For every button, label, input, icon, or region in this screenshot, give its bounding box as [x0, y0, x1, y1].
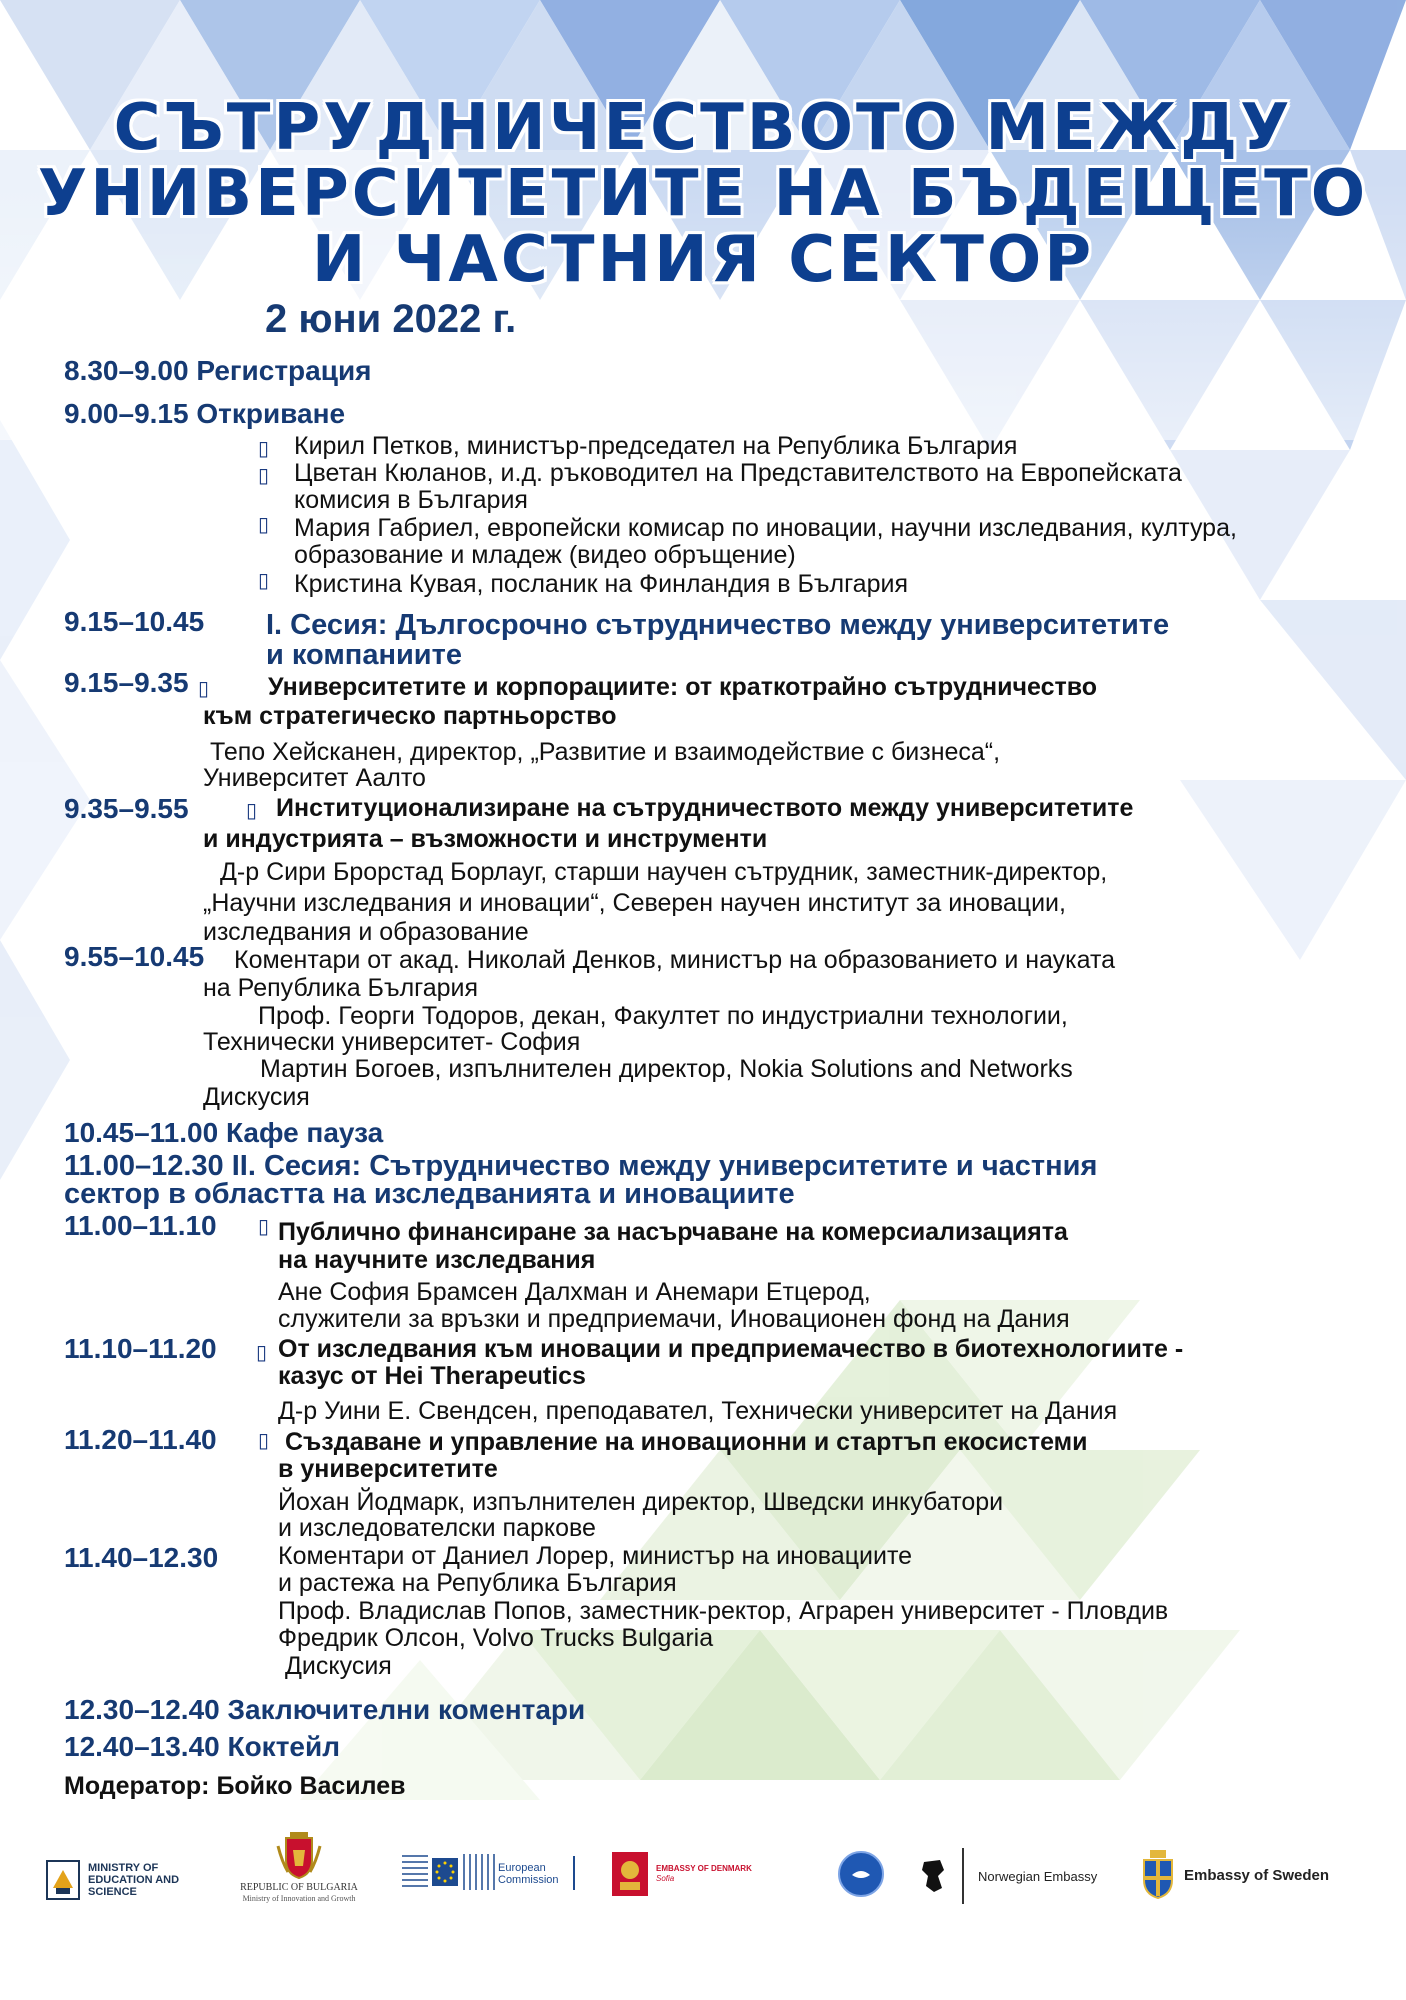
s2-talk1-speaker: Ане София Брамсен Далхман и Анемари Етцерод,: [278, 1278, 871, 1306]
ministry-education-text: MINISTRY OF EDUCATION AND SCIENCE: [88, 1862, 180, 1898]
s1-comments-line1: Коментари от акад. Николай Денков, министър на образованието и науката: [234, 946, 1116, 974]
s2-talk2-speaker: Д-р Уини Е. Свендсен, преподавател, Технически университет на Дания: [278, 1397, 1118, 1425]
opening-speaker-1: Кирил Петков, министър-председател на Република България: [294, 432, 1018, 460]
s1-talk1-time: 9.15–9.35: [64, 667, 189, 698]
session2-title: 11.00–12.30 II. Сесия: Сътрудничество между университетите и частния: [64, 1150, 1098, 1182]
bullet-icon: ▯: [258, 436, 270, 460]
opening-speaker-2: Цветан Кюланов, и.д. ръководител на Представителството на Европейската: [294, 459, 1182, 487]
opening-speaker-4: Кристина Кувая, посланик на Финландия в България: [294, 570, 908, 598]
s2-comments-line4: Фредрик Олсон, Volvo Trucks Bulgaria: [278, 1624, 714, 1652]
s2-talk3-title: Създаване и управление на иновационни и стартъп екосистеми: [285, 1428, 1088, 1456]
bullet-icon: ▯: [258, 512, 270, 536]
sweden-text: Embassy of Sweden: [1184, 1867, 1330, 1884]
s2-talk2-title-cont: казус от Hei Therapeutics: [278, 1362, 586, 1390]
s1-talk1-speaker-cont: Университет Аалто: [203, 764, 426, 792]
norway-text: Norwegian Embassy: [978, 1869, 1098, 1884]
s1-talk1-title: Университетите и корпорациите: от краткотрайно сътрудничество: [268, 673, 1098, 701]
denmark-text-line2: Sofia: [656, 1874, 675, 1883]
registration-item: 8.30–9.00 Регистрация: [64, 355, 372, 386]
title-line-1: СЪТРУДНИЧЕСТВОТО МЕЖДУ: [113, 91, 1293, 165]
republic-bulgaria-logo: [224, 1832, 374, 1908]
s2-talk3-speaker-cont: и изследователски паркове: [278, 1514, 596, 1542]
s1-talk2-title-cont: и индустрията – възможности и инструменти: [203, 825, 768, 853]
denmark-crest-icon: [612, 1852, 648, 1896]
opening-speaker-3-cont: образование и младеж (видео обръщение): [294, 541, 796, 569]
bullet-icon: ▯: [258, 568, 270, 592]
s1-talk2-time: 9.35–9.55: [64, 793, 189, 824]
s2-talk1-speaker-cont: служители за връзки и предприемачи, Иновационен фонд на Дания: [278, 1305, 1070, 1333]
s1-comments-line5: Мартин Богоев, изпълнителен директор, Nokia Solutions and Networks: [260, 1055, 1073, 1083]
s2-comments-time: 11.40–12.30: [64, 1542, 219, 1573]
finland-embassy-logo: [838, 1851, 884, 1897]
ec-divider: [573, 1856, 575, 1890]
bulgaria-coat-of-arms-icon: [276, 1832, 322, 1882]
cocktail: 12.40–13.40 Коктейл: [64, 1731, 340, 1762]
norway-divider: [962, 1848, 964, 1904]
event-title: [0, 91, 1406, 297]
republic-bulgaria-line1: REPUBLIC OF BULGARIA: [240, 1882, 358, 1893]
s1-talk1-title-cont: към стратегическо партньорство: [203, 702, 617, 730]
s2-talk1-title: Публично финансиране за насърчаване на комерсиализацията: [278, 1218, 1068, 1246]
s2-comments-line2: и растежа на Република България: [278, 1569, 677, 1597]
s2-talk3-title-cont: в университетите: [278, 1455, 498, 1483]
bullet-icon: ▯: [256, 1340, 268, 1364]
sweden-crest-icon: [1140, 1850, 1176, 1900]
ministry-education-emblem-icon: [46, 1860, 80, 1900]
embassy-sweden-logo: [1140, 1850, 1370, 1904]
s1-comments-line3: Проф. Георги Тодоров, декан, Факултет по индустриални технологии,: [258, 1002, 1068, 1030]
s1-talk1-speaker: Тепо Хейсканен, директор, „Развитие и взаимодействие с бизнеса“,: [210, 738, 1001, 766]
s1-talk2-title: Институционализиране на сътрудничеството между университетите: [276, 794, 1134, 822]
coffee-break: 10.45–11.00 Кафе пауза: [64, 1117, 384, 1148]
s2-talk3-time: 11.20–11.40: [64, 1424, 217, 1455]
event-date: 2 юни 2022 г.: [265, 297, 517, 341]
denmark-text-line1: EMBASSY OF DENMARK: [656, 1864, 752, 1873]
s2-talk1-title-cont: на научните изследвания: [278, 1246, 596, 1274]
s1-discussion: Дискусия: [203, 1083, 310, 1111]
title-line-3: И ЧАСТНИЯ СЕКТОР: [311, 223, 1095, 297]
s2-discussion: Дискусия: [285, 1652, 392, 1680]
closing-remarks: 12.30–12.40 Заключителни коментари: [64, 1694, 586, 1725]
ec-building-icon: [398, 1850, 460, 1894]
moderator: Модератор: Бойко Василев: [64, 1772, 406, 1800]
opening-speaker-2-cont: комисия в България: [294, 486, 528, 514]
s2-talk1-time: 11.00–11.10: [64, 1210, 217, 1241]
s1-talk2-speaker-cont1: „Научни изследвания и иновации“, Северен научен институт за иновации,: [203, 889, 1066, 917]
s1-comments-line2: на Република България: [203, 974, 479, 1002]
norway-lion-icon: [918, 1858, 948, 1894]
s1-talk2-speaker-cont2: изследвания и образование: [203, 918, 529, 946]
embassy-denmark-logo: [612, 1852, 812, 1898]
norwegian-embassy-logo: [918, 1848, 1118, 1904]
ec-text-line1: European: [498, 1862, 546, 1874]
bullet-icon: ▯: [246, 798, 258, 822]
title-line-2: УНИВЕРСИТЕТИТЕ НА БЪДЕЩЕТО: [37, 157, 1369, 231]
s2-comments-line3: Проф. Владислав Попов, заместник-ректор, Аграрен университет - Пловдив: [278, 1597, 1169, 1625]
s2-comments-line1: Коментари от Даниел Лорер, министър на иновациите: [278, 1542, 913, 1570]
bullet-icon: ▯: [258, 1428, 270, 1452]
bullet-icon: ▯: [258, 1214, 270, 1238]
session2-title-cont: сектор в областта на изследванията и иновациите: [64, 1178, 795, 1210]
opening-item: 9.00–9.15 Откриване: [64, 398, 346, 429]
s2-talk2-title: От изследвания към иновации и предприемачество в биотехнологиите -: [278, 1335, 1184, 1363]
opening-speaker-3: Мария Габриел, европейски комисар по иновации, научни изследвания, култура,: [294, 514, 1237, 542]
ministry-education-logo: [46, 1858, 206, 1904]
session1-title-cont: и компаниите: [266, 639, 462, 671]
republic-bulgaria-line2: Ministry of Innovation and Growth: [242, 1894, 356, 1903]
s2-talk2-time: 11.10–11.20: [64, 1333, 217, 1364]
s1-talk2-speaker: Д-р Сири Брорстад Борлауг, старши научен сътрудник, заместник-директор,: [220, 858, 1108, 886]
european-commission-logo: [398, 1850, 578, 1896]
s1-comments-time: 9.55–10.45: [64, 941, 205, 972]
s1-comments-line4: Технически университет- София: [203, 1028, 581, 1056]
finland-globe-icon: [838, 1851, 884, 1897]
ec-text-line2: Commission: [498, 1874, 559, 1886]
session1-title: I. Сесия: Дългосрочно сътрудничество между университетите: [266, 609, 1170, 641]
bullet-icon: ▯: [198, 676, 210, 700]
bullet-icon: ▯: [258, 463, 270, 487]
session1-time: 9.15–10.45: [64, 606, 205, 637]
ec-stripes-icon: [462, 1850, 502, 1894]
s2-talk3-speaker: Йохан Йодмарк, изпълнителен директор, Шведски инкубатори: [278, 1488, 1004, 1516]
